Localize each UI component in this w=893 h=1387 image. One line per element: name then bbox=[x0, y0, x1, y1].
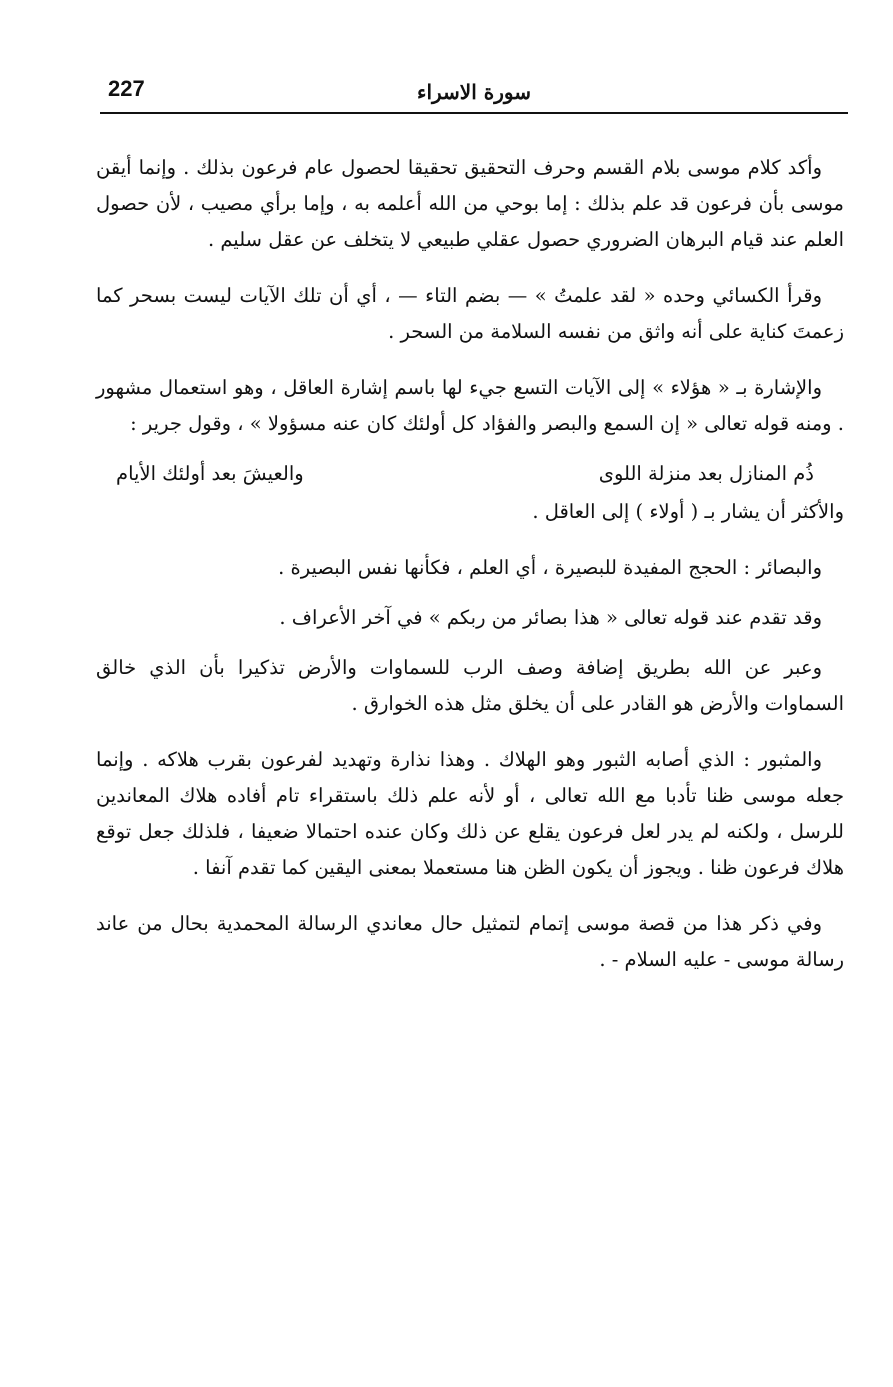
paragraph: والأكثر أن يشار بـ ( أولاء ) إلى العاقل . bbox=[532, 500, 844, 523]
paragraph: وقرأ الكسائي وحده « لقد علمتُ » — بضم التاء — ، أي أن تلك الآيات ليست بسحر كما زعمتَ كناية على أنه واثق من نفسه السلامة من السحر . bbox=[96, 284, 844, 343]
paragraph: وعبر عن الله بطريق إضافة وصف الرب للسماوات والأرض تذكيرا بأن الذي خالق السماوات والأرض هو القادر على أن يخلق مثل هذه الخوارق . bbox=[96, 656, 844, 715]
poetry-verse bbox=[96, 456, 844, 492]
paragraph: وفي ذكر هذا من قصة موسى إتمام لتمثيل حال معاندي الرسالة المحمدية بحال من عاند رسالة موسى - عليه السلام - . bbox=[96, 912, 844, 971]
body-text bbox=[96, 150, 844, 998]
header-rule bbox=[100, 112, 848, 114]
page-header bbox=[100, 72, 848, 114]
paragraph: والبصائر : الحجج المفيدة للبصيرة ، أي العلم ، فكأنها نفس البصيرة . bbox=[278, 556, 822, 579]
verse-first-hemistich: ذُم المنازل بعد منزلة اللوى bbox=[598, 462, 814, 485]
page-number: 227 bbox=[108, 76, 145, 101]
running-title: سورة الاسراء bbox=[417, 80, 531, 104]
paragraph: وأكد كلام موسى بلام القسم وحرف التحقيق تحقيقا لحصول عام فرعون بذلك . وإنما أيقن موسى بأن فرعون قد علم بذلك : إما بوحي من الله أعلمه به ، وإما برأي مصيب ، لأن حصول العلم عند قيام البرهان الضروري حصول عقلي طبيعي لا يتخلف عن عقل سليم . bbox=[96, 156, 844, 251]
paragraph: والإشارة بـ « هؤلاء » إلى الآيات التسع جيء لها باسم إشارة العاقل ، وهو استعمال مشهور . ومنه قوله تعالى « إن السمع والبصر والفؤاد كل أولئك كان عنه مسؤولا » ، وقول جرير : bbox=[96, 376, 844, 435]
paragraph: وقد تقدم عند قوله تعالى « هذا بصائر من ربكم » في آخر الأعراف . bbox=[279, 606, 822, 629]
verse-second-hemistich: والعيشَ بعد أولئك الأيام bbox=[116, 462, 304, 485]
paragraph: والمثبور : الذي أصابه الثبور وهو الهلاك . وهذا نذارة وتهديد لفرعون بقرب هلاكه . وإنما جعله موسى ظنا تأدبا مع الله تعالى ، أو لأنه علم ذلك باستقراء تام أفاده هلاك المعاندين للرسل ، ولكنه لم يدر لعل فرعون يقلع عن ذلك وكان عنده احتمالا ضعيفا ، فلذلك جعل توقع هلاك فرعون ظنا . ويجوز أن يكون الظن هنا مستعملا بمعنى اليقين كما تقدم آنفا . bbox=[96, 748, 844, 879]
